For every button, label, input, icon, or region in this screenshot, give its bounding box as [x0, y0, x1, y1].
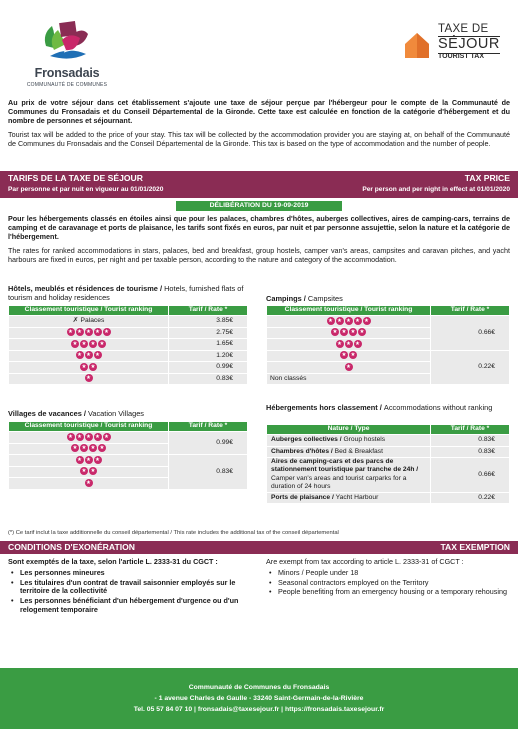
- rate-cell: 1.65€: [169, 339, 248, 351]
- star-icon: ★: [104, 433, 109, 440]
- rate-cell: 0.83€: [431, 446, 510, 458]
- ranking-cell: [9, 327, 169, 339]
- logo-taxe-line1: TAXE DE: [438, 23, 489, 35]
- star-icon: ★: [90, 363, 96, 370]
- campings-table: [266, 305, 510, 385]
- rates-en: The rates for ranked accommodations in stars, palaces, bed and breakfast, group hostels, camper van's areas, campsites and caravan pitches, and yacht harbours are fixed in euros, per night and per taxable person, according to the nature and category of the accommodation.: [8, 245, 510, 264]
- ranking-cell: [9, 362, 169, 374]
- hors-classement-title: Hébergements hors classement / Accommodations without ranking: [266, 403, 493, 412]
- hotels-title: Hôtels, meublés et résidences de tourisme / Hotels, furnished flats of tourism and holiday residences: [8, 284, 244, 303]
- ranking-cell: [267, 373, 431, 385]
- campings-title: Campings / Campsites: [266, 294, 343, 303]
- ranking-cell: [267, 339, 431, 351]
- star-icon: ★: [86, 329, 91, 336]
- footer: [0, 668, 518, 729]
- rate-cell: 2.75€: [169, 327, 248, 339]
- list-item: • Les personnes bénéficiant d'un hébergement d'urgence ou d'un relogement temporaire: [8, 597, 258, 615]
- ranking-cell: [267, 350, 431, 362]
- exemption-fr-list: [8, 569, 258, 615]
- tarifs-bar: [0, 171, 518, 198]
- star-icon: ★: [341, 352, 347, 359]
- logo-name: Fronsadais: [34, 66, 100, 80]
- star-icon: ★: [346, 340, 351, 347]
- ranking-cell: [9, 350, 169, 362]
- star-icon: ★: [95, 352, 100, 359]
- col-ranking: Classement touristique / Tourist ranking: [9, 306, 169, 316]
- col-type: Nature / Type: [267, 425, 431, 435]
- rates-text: [8, 214, 510, 268]
- ranking-cell: [9, 466, 169, 478]
- exemption-fr-head: Sont exemptés de la taxe, selon l'article L. 2333-31 du CGCT :: [8, 557, 218, 566]
- table-row: [9, 362, 248, 374]
- exemption-fr: [8, 558, 258, 616]
- exemption-title: CONDITIONS D'EXONÉRATION: [8, 542, 135, 552]
- col-ranking: Classement touristique / Tourist ranking: [9, 422, 169, 432]
- table-row: [267, 316, 510, 328]
- type-cell: Chambres d'hôtes / Bed & Breakfast: [267, 446, 431, 458]
- star-icon: ★: [68, 329, 73, 336]
- table-row: [9, 432, 248, 444]
- star-icon: ★: [90, 468, 96, 475]
- type-cell: Ports de plaisance / Yacht Harbour: [267, 492, 431, 504]
- col-rate: Tarif / Rate *: [431, 306, 510, 316]
- list-item: • Les titulaires d'un contrat de travail saisonnier employés sur le territoire de la collectivité: [8, 579, 258, 597]
- star-icon: ★: [81, 445, 87, 452]
- ranking-cell: [9, 339, 169, 351]
- star-icon: ★: [341, 329, 347, 336]
- table-row: [267, 350, 510, 362]
- rate-cell: 3.85€: [169, 316, 248, 328]
- col-rate: Tarif / Rate *: [169, 306, 248, 316]
- rate-cell: 0.66€: [431, 316, 510, 351]
- ranking-label: Palaces: [80, 316, 105, 324]
- tarifs-subtitle: Par personne et par nuit en vigueur au 01/01/2020: [8, 186, 164, 193]
- table-row: [267, 458, 510, 493]
- footer-address: - 1 avenue Charles de Gaulle - 33240 Saint-Germain-de-la-Rivière: [154, 695, 364, 702]
- star-icon: ★: [346, 363, 351, 370]
- ranking-cell: [9, 478, 169, 490]
- intro-fr: Au prix de votre séjour dans cet établissement s'ajoute une taxe de séjour perçue par l'hébergeur pour le compte de la Communauté de Communes du Fronsadais et du Conseil Départemental de la Gironde. Cette taxe est calculée en fonction de la catégorie d'hébergement et du nombre de personnes et séjournant.: [8, 98, 510, 126]
- star-icon: ★: [337, 317, 342, 324]
- house-icon: [402, 30, 432, 60]
- list-item: • Les personnes mineures: [8, 569, 258, 578]
- logo-taxe-line3: TOURIST TAX: [438, 53, 485, 60]
- col-rate: Tarif / Rate *: [431, 425, 510, 435]
- rate-cell: 1.20€: [169, 350, 248, 362]
- star-icon: ★: [86, 456, 91, 463]
- hotels-table: [8, 305, 248, 385]
- villages-table: [8, 421, 248, 490]
- star-icon: ★: [355, 317, 360, 324]
- star-icon: ★: [355, 340, 360, 347]
- hors-classement-table: [266, 424, 510, 504]
- footer-org: Communauté de Communes du Fronsadais: [188, 684, 330, 691]
- star-icon: ★: [337, 340, 342, 347]
- rate-cell: 0.99€: [169, 362, 248, 374]
- table-row: [267, 435, 510, 447]
- ranking-cell: [9, 316, 169, 328]
- table-row: [9, 339, 248, 351]
- star-icon: ★: [81, 468, 87, 475]
- table-row: [9, 327, 248, 339]
- tarifs-title-en: TAX PRICE: [464, 173, 510, 183]
- star-icon: ★: [77, 329, 82, 336]
- star-icon: ★: [95, 329, 100, 336]
- table-row: [9, 316, 248, 328]
- fronsadais-logo: [22, 14, 112, 96]
- star-icon: ★: [104, 329, 109, 336]
- table-row: [267, 492, 510, 504]
- logo-taxe-line2: SÉJOUR: [438, 36, 500, 52]
- footer-contact: Tel. 05 57 84 07 10 | fronsadais@taxesejour.fr | https://fronsadais.taxesejour.fr: [133, 706, 385, 713]
- star-icon: ★: [350, 352, 356, 359]
- star-icon: ★: [68, 433, 73, 440]
- list-item: • Minors / People under 18: [266, 569, 510, 578]
- rate-footnote: (*) Ce tarif inclut la taxe additionnelle du conseil départemental / This rate includes the additional tax of the conseil départemental: [8, 530, 339, 536]
- star-icon: ★: [90, 445, 96, 452]
- star-icon: ★: [86, 375, 91, 382]
- rate-cell: 0.83€: [431, 435, 510, 447]
- star-icon: ★: [95, 456, 100, 463]
- exemption-en: [266, 558, 510, 598]
- col-rate: Tarif / Rate *: [169, 422, 248, 432]
- rate-cell: 0.99€: [169, 432, 248, 455]
- exemption-title-en: TAX EXEMPTION: [440, 542, 510, 552]
- star-icon: ★: [72, 445, 78, 452]
- star-icon: ★: [81, 340, 87, 347]
- deliberation-badge: DÉLIBÉRATION DU 19-09-2019: [176, 201, 342, 211]
- rate-cell: 0.22€: [431, 350, 510, 385]
- star-icon: ★: [99, 340, 105, 347]
- star-icon: ★: [350, 329, 356, 336]
- type-cell: Auberges collectives / Group hostels: [267, 435, 431, 447]
- star-icon: ★: [86, 433, 91, 440]
- rate-cell: 0.83€: [169, 455, 248, 490]
- rate-cell: 0.83€: [169, 373, 248, 385]
- star-icon: ★: [86, 479, 91, 486]
- intro-text: [8, 98, 510, 152]
- star-icon: ★: [77, 352, 82, 359]
- rate-cell: 0.22€: [431, 492, 510, 504]
- rates-fr: Pour les hébergements classés en étoiles ainsi que pour les palaces, chambres d'hôtes, auberges collectives, aires de camping-cars, terrains de camping et de caravanage et ports de plaisance, les tarifs sont fixés en euros, par nuit et par personne assujettie, selon la nature et la catégorie de l'hébergement.: [8, 214, 510, 242]
- col-ranking: Classement touristique / Tourist ranking: [267, 306, 431, 316]
- fronsadais-emblem-icon: [40, 16, 94, 66]
- star-icon: ★: [81, 363, 87, 370]
- star-icon: ★: [328, 317, 333, 324]
- star-icon: ★: [95, 433, 100, 440]
- intro-en: Tourist tax will be added to the price of your stay. This tax will be collected by the accommodation provider you are staying at, on behalf of the Communauté de Communes du Fronsadais and the Conseil Départemental de la Gironde. This tax is based on the type of accommodation and the number of people.: [8, 129, 510, 148]
- star-icon: ★: [90, 340, 96, 347]
- ranking-cell: [267, 362, 431, 374]
- ranking-cell: [267, 327, 431, 339]
- table-row: [9, 455, 248, 467]
- ranking-cell: [9, 373, 169, 385]
- taxe-sejour-logo: [402, 20, 502, 76]
- ranking-cell: [267, 316, 431, 328]
- star-icon: ★: [364, 317, 369, 324]
- exemption-bar: [0, 541, 518, 554]
- tarifs-title: TARIFS DE LA TAXE DE SÉJOUR: [8, 173, 143, 183]
- ranking-cell: [9, 443, 169, 455]
- list-item: • People benefiting from an emergency housing or a temporary rehousing: [266, 588, 510, 597]
- villages-title: Villages de vacances / Vacation Villages: [8, 409, 144, 418]
- exemption-en-list: [266, 569, 510, 597]
- tarifs-subtitle-en: Per person and per night in effect at 01/01/2020: [362, 186, 510, 193]
- table-row: [9, 350, 248, 362]
- ranking-cell: [9, 455, 169, 467]
- star-icon: ★: [346, 317, 351, 324]
- rate-cell: 0.66€: [431, 458, 510, 493]
- star-icon: ★: [72, 340, 78, 347]
- ranking-cell: [9, 432, 169, 444]
- table-row: [9, 373, 248, 385]
- star-icon: ★: [332, 329, 338, 336]
- exemption-en-head: Are exempt from tax according to article L. 2333-31 of CGCT :: [266, 557, 464, 566]
- star-icon: ★: [77, 433, 82, 440]
- palace-icon: ✗: [72, 316, 79, 324]
- table-row: [267, 446, 510, 458]
- logo-subtitle: COMMUNAUTÉ DE COMMUNES: [26, 82, 108, 88]
- star-icon: ★: [86, 352, 91, 359]
- star-icon: ★: [359, 329, 365, 336]
- type-cell: Aires de camping-cars et des parcs de stationnement touristique par tranche de 24h / Camper van's areas and tourist carparks for a duration of 24 hours: [267, 458, 431, 493]
- list-item: • Seasonal contractors employed on the Territory: [266, 579, 510, 588]
- star-icon: ★: [77, 456, 82, 463]
- ranking-label: Non classés: [270, 374, 307, 382]
- star-icon: ★: [99, 445, 105, 452]
